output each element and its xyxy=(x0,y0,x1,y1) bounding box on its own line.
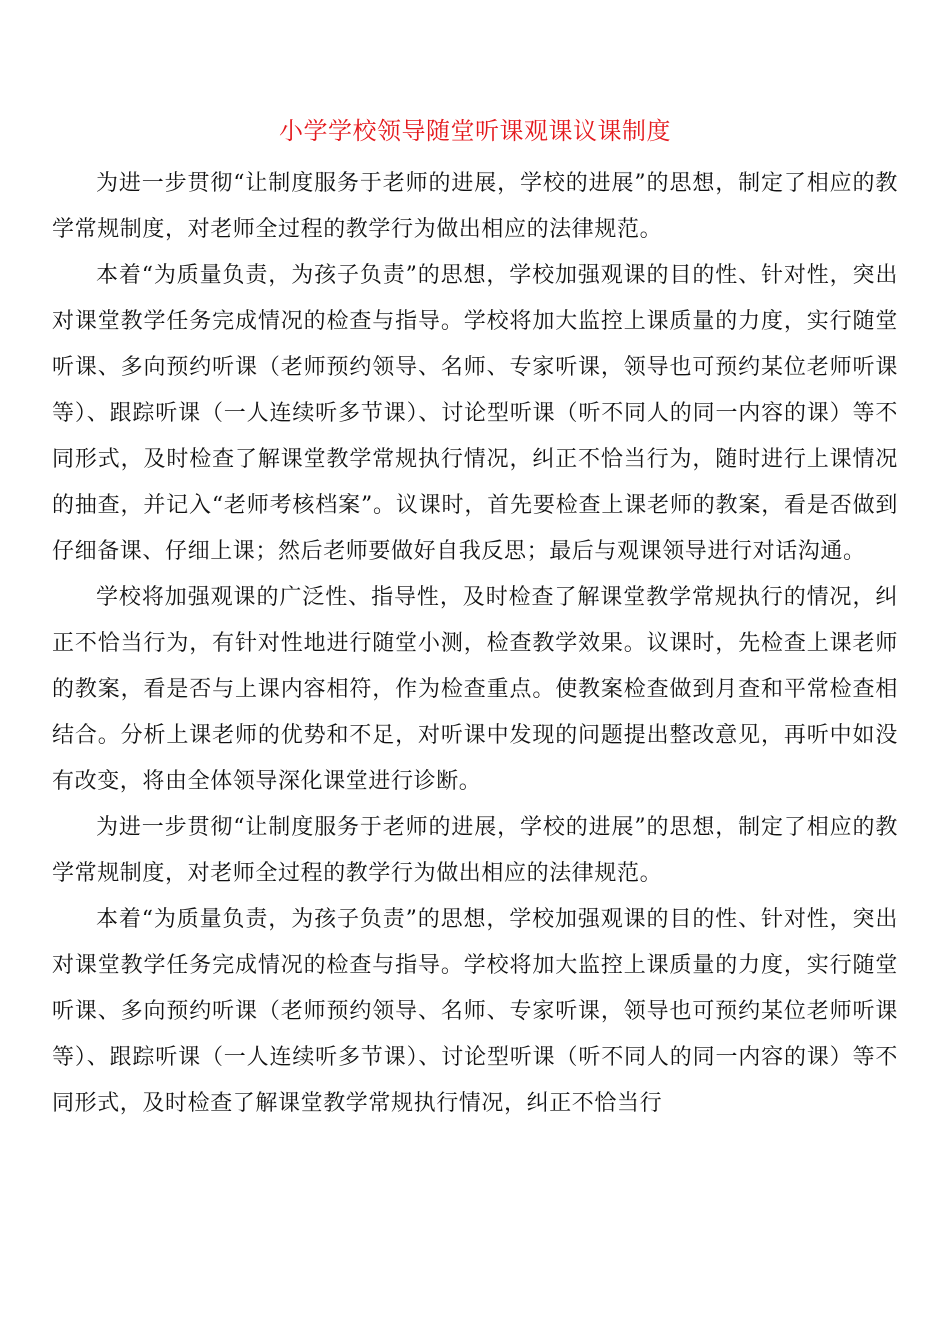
paragraph-3: 学校将加强观课的广泛性、指导性，及时检查了解课堂教学常规执行的情况，纠正不恰当行为，有针对性地进行随堂小测，检查教学效果。议课时，先检查上课老师的教案，看是否与上课内容相符，作为检查重点。使教案检查做到月查和平常检查相结合。分析上课老师的优势和不足，对听课中发现的问题提出整改意见，再听中如没有改变，将由全体领导深化课堂进行诊断。 xyxy=(52,585,898,794)
paragraph-2: 本着“为质量负责，为孩子负责”的思想，学校加强观课的目的性、针对性，突出对课堂教学任务完成情况的检查与指导。学校将加大监控上课质量的力度，实行随堂听课、多向预约听课（老师预约领导、名师、专家听课，领导也可预约某位老师听课等）、跟踪听课（一人连续听多节课）、讨论型听课（听不同人的同一内容的课）等不同形式，及时检查了解课堂教学常规执行情况，纠正不恰当行为，随时进行上课情况的抽查，并记入“老师考核档案”。议课时，首先要检查上课老师的教案，看是否做到仔细备课、仔细上课；然后老师要做好自我反思；最后与观课领导进行对话沟通。 xyxy=(52,263,898,564)
document-page xyxy=(52,113,898,1127)
paragraph-5: 本着“为质量负责，为孩子负责”的思想，学校加强观课的目的性、针对性，突出对课堂教学任务完成情况的检查与指导。学校将加大监控上课质量的力度，实行随堂听课、多向预约听课（老师预约领导、名师、专家听课，领导也可预约某位老师听课等）、跟踪听课（一人连续听多节课）、讨论型听课（听不同人的同一内容的课）等不同形式，及时检查了解课堂教学常规执行情况，纠正不恰当行 xyxy=(52,907,898,1116)
paragraph-1: 为进一步贯彻“让制度服务于老师的进展，学校的进展”的思想，制定了相应的教学常规制度，对老师全过程的教学行为做出相应的法律规范。 xyxy=(52,171,898,242)
paragraph-4: 为进一步贯彻“让制度服务于老师的进展，学校的进展”的思想，制定了相应的教学常规制度，对老师全过程的教学行为做出相应的法律规范。 xyxy=(52,815,898,886)
document-title: 小学学校领导随堂听课观课议课制度 xyxy=(279,117,671,145)
